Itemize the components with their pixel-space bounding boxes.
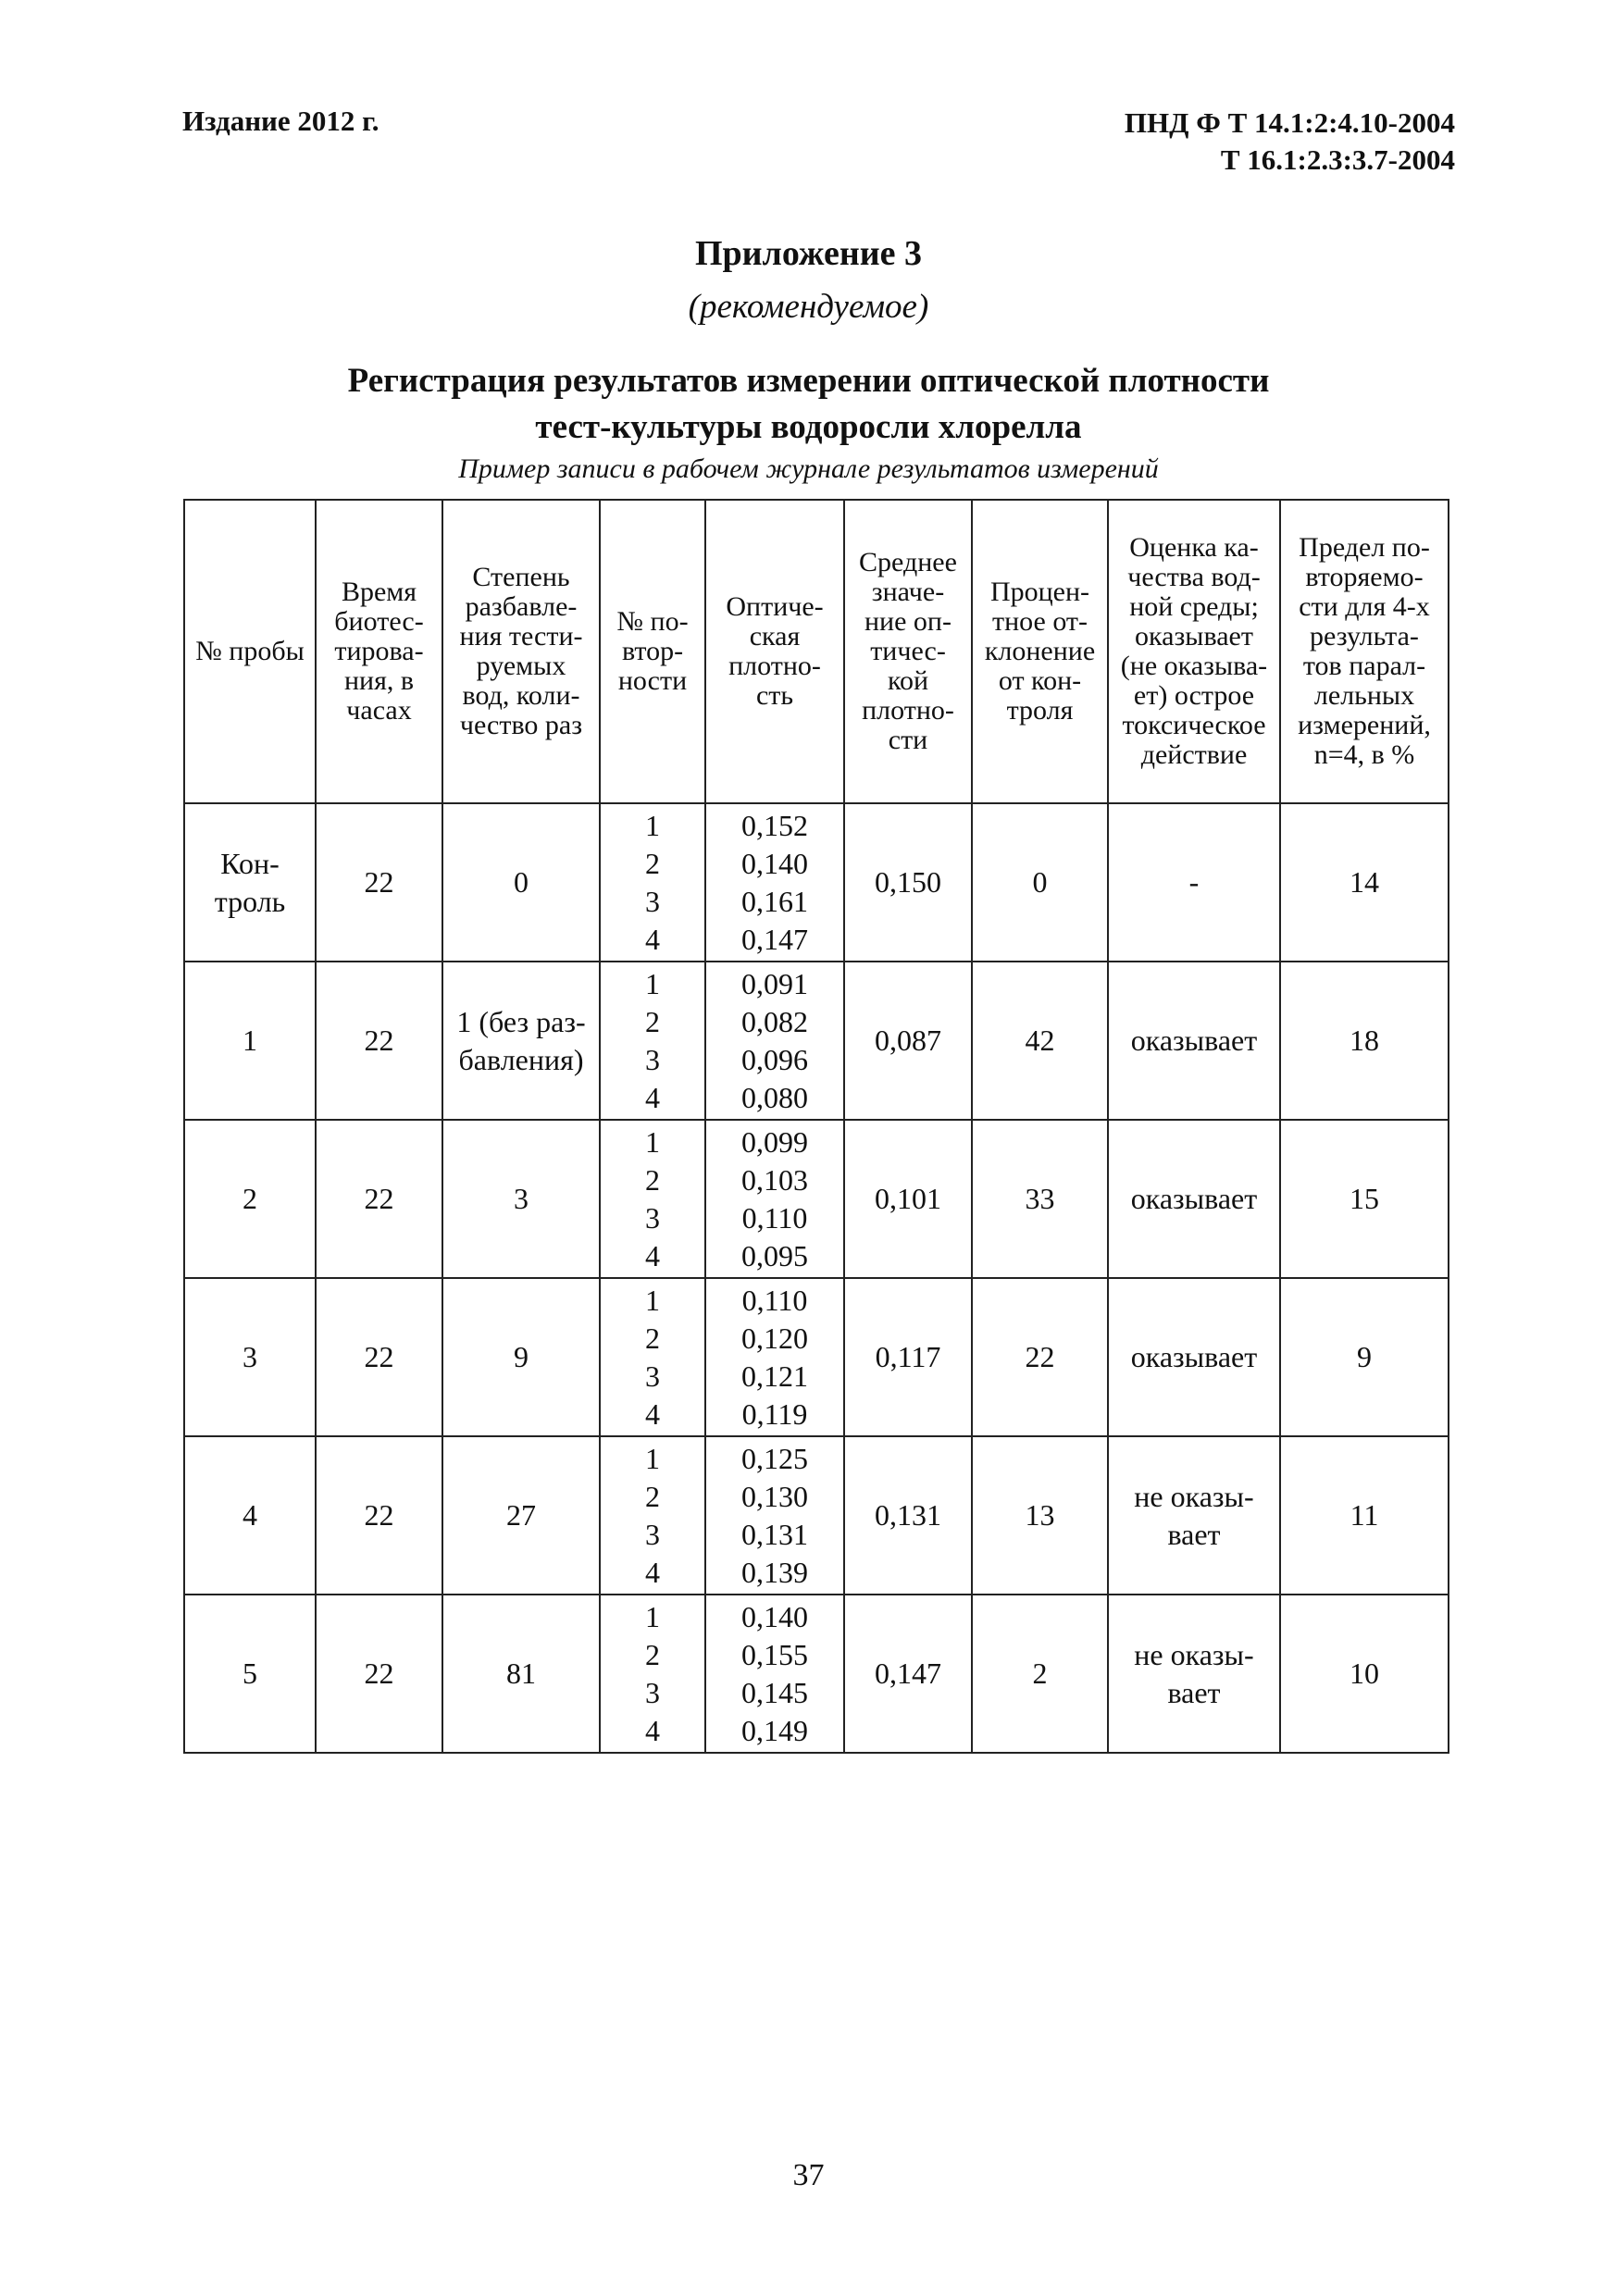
header-sample-number xyxy=(184,500,316,803)
density-cell xyxy=(705,803,844,962)
repeat-cell xyxy=(600,1595,705,1753)
repeat-cell-value-line: 1 xyxy=(645,808,660,842)
table-example-caption: Пример записи в рабочем журнале результатов измерений xyxy=(458,453,1159,484)
repeat-cell-value-line: 1 xyxy=(645,1283,660,1317)
time-cell-value: 22 xyxy=(364,1340,394,1373)
density-cell-value-line: 0,131 xyxy=(741,1517,808,1551)
dilution-cell xyxy=(442,962,600,1120)
header-repeatability-limit-text-line: сти для 4-х xyxy=(1299,591,1430,622)
repeat-cell-value xyxy=(601,965,704,1117)
header-mean-density-text xyxy=(845,548,971,755)
appendix-subtitle: (рекомендуемое) xyxy=(688,288,929,326)
deviation-cell xyxy=(972,962,1108,1120)
table-row xyxy=(184,1278,1449,1436)
repeat-cell-value-line: 4 xyxy=(645,922,660,956)
density-cell xyxy=(705,1436,844,1595)
repeat-cell xyxy=(600,962,705,1120)
deviation-cell-value: 0 xyxy=(1032,865,1048,899)
assessment-cell-value xyxy=(1109,1636,1279,1712)
deviation-cell xyxy=(972,1436,1108,1595)
repeat-cell-value-line: 4 xyxy=(645,1238,660,1272)
repeat-cell-value-line: 2 xyxy=(645,1004,660,1038)
header-repeatability-limit-text-line: n=4, в % xyxy=(1313,739,1415,770)
header-dilution-degree-text xyxy=(443,563,599,740)
repeat-cell-value xyxy=(601,1282,704,1433)
header-repeatability-limit-text-line: результа- xyxy=(1310,621,1419,652)
repeat-cell-value-line: 4 xyxy=(645,1080,660,1114)
dilution-cell-value xyxy=(443,1338,599,1376)
assessment-cell xyxy=(1108,962,1280,1120)
limit-cell xyxy=(1280,1436,1449,1595)
header-optical-density-text xyxy=(706,592,843,711)
header-repeat-number-text xyxy=(601,607,704,696)
header-repeat-number-text-line: № по- xyxy=(616,606,689,637)
dilution-cell-value-line: 3 xyxy=(514,1182,529,1215)
repeat-cell xyxy=(600,803,705,962)
time-cell xyxy=(316,1278,442,1436)
header-repeatability-limit-text xyxy=(1281,533,1448,770)
header-dilution-degree-text-line: руемых xyxy=(476,651,566,681)
dilution-cell xyxy=(442,1595,600,1753)
header-dilution-degree-text-line: чество раз xyxy=(459,710,583,740)
density-cell-value xyxy=(706,1282,843,1433)
sample-cell-value xyxy=(185,1180,315,1218)
density-cell-value xyxy=(706,807,843,959)
limit-cell xyxy=(1280,1595,1449,1753)
time-cell-value: 22 xyxy=(364,865,394,899)
header-repeat-number-text-line: втор- xyxy=(621,636,684,666)
repeat-cell xyxy=(600,1120,705,1278)
repeat-cell-value xyxy=(601,1123,704,1275)
density-cell-value-line: 0,152 xyxy=(741,808,808,842)
repeat-cell-value-line: 3 xyxy=(645,1042,660,1076)
header-repeatability-limit xyxy=(1280,500,1449,803)
density-cell xyxy=(705,1120,844,1278)
density-cell-value-line: 0,125 xyxy=(741,1441,808,1475)
density-cell-value-line: 0,103 xyxy=(741,1162,808,1197)
header-percent-deviation-text-line: тное от- xyxy=(991,606,1088,637)
deviation-cell xyxy=(972,1595,1108,1753)
density-cell-value-line: 0,149 xyxy=(741,1713,808,1747)
table-row xyxy=(184,1595,1449,1753)
mean-cell xyxy=(844,803,972,962)
header-biotest-time-text-line: ния, в xyxy=(343,665,415,696)
assessment-cell-value-line: вает xyxy=(1167,1675,1221,1709)
dilution-cell-value xyxy=(443,863,599,901)
header-sample-number-text xyxy=(185,637,315,666)
sample-cell-value-line: Кон- xyxy=(220,846,280,880)
assessment-cell-value-line: оказывает xyxy=(1130,1340,1258,1373)
limit-cell-value: 10 xyxy=(1350,1657,1379,1690)
header-dilution-degree-text-line: ния тести- xyxy=(459,621,583,652)
document-code xyxy=(1125,105,1455,179)
dilution-cell-value xyxy=(443,1180,599,1218)
dilution-cell-value xyxy=(443,1003,599,1079)
assessment-cell xyxy=(1108,803,1280,962)
time-cell-value: 22 xyxy=(364,1024,394,1057)
density-cell-value-line: 0,091 xyxy=(741,966,808,1000)
repeat-cell-value xyxy=(601,1598,704,1750)
header-repeatability-limit-text-line: тов парал- xyxy=(1302,651,1426,681)
repeat-cell xyxy=(600,1278,705,1436)
repeat-cell-value-line: 4 xyxy=(645,1713,660,1747)
header-percent-deviation xyxy=(972,500,1108,803)
time-cell xyxy=(316,803,442,962)
header-optical-density-text-line: плотно- xyxy=(728,651,821,681)
dilution-cell-value-line: 0 xyxy=(514,865,529,899)
sample-cell xyxy=(184,1595,316,1753)
limit-cell xyxy=(1280,1278,1449,1436)
mean-cell-value: 0,150 xyxy=(875,865,941,899)
header-quality-assessment-text-line: чества вод- xyxy=(1127,562,1261,592)
time-cell xyxy=(316,1436,442,1595)
density-cell-value-line: 0,147 xyxy=(741,922,808,956)
header-biotest-time-text-line: тирова- xyxy=(334,636,424,666)
header-quality-assessment-text-line: действие xyxy=(1140,739,1248,770)
assessment-cell xyxy=(1108,1120,1280,1278)
density-cell-value-line: 0,080 xyxy=(741,1080,808,1114)
assessment-cell-value xyxy=(1109,1180,1279,1218)
header-biotest-time-text xyxy=(317,577,442,726)
header-percent-deviation-text-line: клонение xyxy=(984,636,1096,666)
dilution-cell xyxy=(442,1436,600,1595)
assessment-cell-value xyxy=(1109,1338,1279,1376)
repeat-cell xyxy=(600,1436,705,1595)
time-cell xyxy=(316,962,442,1120)
header-dilution-degree-text-line: разбавле- xyxy=(465,591,578,622)
header-quality-assessment-text-line: ет) острое xyxy=(1133,680,1255,711)
repeat-cell-value-line: 3 xyxy=(645,884,660,918)
header-dilution-degree xyxy=(442,500,600,803)
header-sample-number-text-line: № пробы xyxy=(195,636,305,666)
density-cell-value-line: 0,099 xyxy=(741,1124,808,1159)
repeat-cell-value-line: 2 xyxy=(645,1321,660,1355)
density-cell xyxy=(705,1595,844,1753)
dilution-cell xyxy=(442,1278,600,1436)
assessment-cell-value-line: оказывает xyxy=(1130,1182,1258,1215)
assessment-cell-value-line: не оказы- xyxy=(1134,1479,1254,1513)
document-code-line-2: Т 16.1:2.3:3.7-2004 xyxy=(1220,143,1455,176)
mean-cell xyxy=(844,1278,972,1436)
deviation-cell-value: 42 xyxy=(1025,1024,1055,1057)
table-body xyxy=(184,803,1449,1753)
header-optical-density-text-line: Оптиче- xyxy=(726,591,824,622)
time-cell-value: 22 xyxy=(364,1182,394,1215)
assessment-cell-value xyxy=(1109,1478,1279,1554)
density-cell-value-line: 0,096 xyxy=(741,1042,808,1076)
mean-cell xyxy=(844,1595,972,1753)
limit-cell-value: 14 xyxy=(1350,865,1379,899)
assessment-cell xyxy=(1108,1278,1280,1436)
mean-cell-value: 0,087 xyxy=(875,1024,941,1057)
mean-cell xyxy=(844,962,972,1120)
edition-label: Издание 2012 г. xyxy=(182,105,379,137)
assessment-cell-value-line: вает xyxy=(1167,1517,1221,1551)
dilution-cell-value-line: 9 xyxy=(514,1340,529,1373)
header-percent-deviation-text-line: от кон- xyxy=(998,665,1082,696)
header-biotest-time xyxy=(316,500,442,803)
sample-cell-value xyxy=(185,1338,315,1376)
header-quality-assessment-text-line: оказывает xyxy=(1135,621,1253,652)
deviation-cell-value: 22 xyxy=(1025,1340,1055,1373)
dilution-cell-value-line: бавления) xyxy=(458,1042,584,1076)
assessment-cell-value-line: - xyxy=(1188,865,1200,899)
mean-cell xyxy=(844,1436,972,1595)
density-cell-value-line: 0,121 xyxy=(741,1359,808,1393)
density-cell-value xyxy=(706,1123,843,1275)
density-cell-value-line: 0,130 xyxy=(741,1479,808,1513)
header-repeat-number-text-line: ности xyxy=(617,665,688,696)
sample-cell-value-line: 3 xyxy=(243,1340,257,1373)
repeat-cell-value-line: 2 xyxy=(645,1637,660,1671)
density-cell-value xyxy=(706,1440,843,1592)
density-cell-value-line: 0,095 xyxy=(741,1238,808,1272)
density-cell-value-line: 0,082 xyxy=(741,1004,808,1038)
header-biotest-time-text-line: Время xyxy=(341,577,417,607)
sample-cell-value xyxy=(185,845,315,921)
density-cell-value xyxy=(706,1598,843,1750)
density-cell-value-line: 0,119 xyxy=(741,1396,808,1431)
repeat-cell-value-line: 3 xyxy=(645,1517,660,1551)
dilution-cell-value xyxy=(443,1655,599,1693)
limit-cell-value: 11 xyxy=(1350,1498,1379,1532)
table-row xyxy=(184,803,1449,962)
header-optical-density xyxy=(705,500,844,803)
header-percent-deviation-text-line: Процен- xyxy=(989,577,1090,607)
density-cell-value-line: 0,139 xyxy=(741,1555,808,1589)
header-mean-density-text-line: кой xyxy=(887,665,929,696)
header-mean-density-text-line: ние оп- xyxy=(864,606,952,637)
time-cell-value: 22 xyxy=(364,1657,394,1690)
repeat-cell-value-line: 4 xyxy=(645,1555,660,1589)
header-percent-deviation-text xyxy=(973,577,1107,726)
assessment-cell xyxy=(1108,1595,1280,1753)
deviation-cell-value: 2 xyxy=(1032,1657,1048,1690)
sample-cell-value-line: 5 xyxy=(243,1657,257,1690)
time-cell xyxy=(316,1120,442,1278)
mean-cell xyxy=(844,1120,972,1278)
header-biotest-time-text-line: часах xyxy=(346,695,412,726)
header-dilution-degree-text-line: вод, коли- xyxy=(462,680,580,711)
limit-cell xyxy=(1280,962,1449,1120)
header-optical-density-text-line: сть xyxy=(755,680,794,711)
sample-cell-value xyxy=(185,1496,315,1534)
sample-cell xyxy=(184,962,316,1120)
mean-cell-value: 0,131 xyxy=(875,1498,941,1532)
repeat-cell-value-line: 1 xyxy=(645,1599,660,1633)
density-cell-value xyxy=(706,965,843,1117)
header-quality-assessment-text-line: (не оказыва- xyxy=(1120,651,1268,681)
sample-cell-value-line: 1 xyxy=(243,1024,257,1057)
density-cell-value-line: 0,110 xyxy=(741,1283,808,1317)
repeat-cell-value-line: 1 xyxy=(645,966,660,1000)
assessment-cell-value-line: оказывает xyxy=(1130,1024,1258,1057)
repeat-cell-value-line: 2 xyxy=(645,846,660,880)
header-percent-deviation-text-line: троля xyxy=(1006,695,1074,726)
repeat-cell-value xyxy=(601,1440,704,1592)
sample-cell xyxy=(184,1278,316,1436)
table-row xyxy=(184,962,1449,1120)
header-optical-density-text-line: ская xyxy=(749,621,801,652)
density-cell-value-line: 0,140 xyxy=(741,846,808,880)
sample-cell-value-line: троль xyxy=(214,884,286,918)
table-row xyxy=(184,1436,1449,1595)
dilution-cell-value-line: 27 xyxy=(506,1498,536,1532)
repeat-cell-value xyxy=(601,807,704,959)
mean-cell-value: 0,101 xyxy=(875,1182,941,1215)
header-repeatability-limit-text-line: лельных xyxy=(1313,680,1415,711)
repeat-cell-value-line: 2 xyxy=(645,1479,660,1513)
header-quality-assessment-text-line: Оценка ка- xyxy=(1129,532,1259,563)
density-cell-value-line: 0,161 xyxy=(741,884,808,918)
dilution-cell xyxy=(442,1120,600,1278)
sample-cell xyxy=(184,1436,316,1595)
measurement-journal-table xyxy=(183,499,1449,1754)
deviation-cell-value: 33 xyxy=(1025,1182,1055,1215)
table-title-line-1: Регистрация результатов измерении оптической плотности xyxy=(347,362,1270,400)
sample-cell xyxy=(184,803,316,962)
header-mean-density-text-line: тичес- xyxy=(870,636,946,666)
dilution-cell-value-line: 81 xyxy=(506,1657,536,1690)
table-row xyxy=(184,1120,1449,1278)
header-mean-density-text-line: плотно- xyxy=(862,695,954,726)
sample-cell-value xyxy=(185,1655,315,1693)
sample-cell xyxy=(184,1120,316,1278)
repeat-cell-value-line: 2 xyxy=(645,1162,660,1197)
table-title-line-2: тест-культуры водоросли хлорелла xyxy=(535,408,1082,446)
limit-cell xyxy=(1280,803,1449,962)
header-repeatability-limit-text-line: вторяемо- xyxy=(1305,562,1424,592)
table-header-row xyxy=(184,500,1449,803)
density-cell-value-line: 0,145 xyxy=(741,1675,808,1709)
dilution-cell-value-line: 1 (без раз- xyxy=(456,1004,586,1038)
deviation-cell xyxy=(972,1278,1108,1436)
header-repeatability-limit-text-line: Предел по- xyxy=(1299,532,1430,563)
deviation-cell-value: 13 xyxy=(1025,1498,1055,1532)
limit-cell-value: 15 xyxy=(1350,1182,1379,1215)
repeat-cell-value-line: 1 xyxy=(645,1441,660,1475)
deviation-cell xyxy=(972,803,1108,962)
mean-cell-value: 0,117 xyxy=(875,1340,941,1373)
mean-cell-value: 0,147 xyxy=(875,1657,941,1690)
header-quality-assessment-text-line: токсическое xyxy=(1122,710,1266,740)
header-mean-density xyxy=(844,500,972,803)
density-cell-value-line: 0,140 xyxy=(741,1599,808,1633)
limit-cell-value: 18 xyxy=(1350,1024,1379,1057)
header-repeat-number xyxy=(600,500,705,803)
header-repeatability-limit-text-line: измерений, xyxy=(1298,710,1431,740)
header-mean-density-text-line: Среднее xyxy=(859,547,957,577)
sample-cell-value-line: 2 xyxy=(243,1182,257,1215)
assessment-cell-value-line: не оказы- xyxy=(1134,1637,1254,1671)
dilution-cell xyxy=(442,803,600,962)
sample-cell-value-line: 4 xyxy=(243,1498,257,1532)
density-cell-value-line: 0,120 xyxy=(741,1321,808,1355)
time-cell-value: 22 xyxy=(364,1498,394,1532)
deviation-cell xyxy=(972,1120,1108,1278)
header-mean-density-text-line: сти xyxy=(888,725,928,755)
repeat-cell-value-line: 4 xyxy=(645,1396,660,1431)
density-cell xyxy=(705,962,844,1120)
document-code-line-1: ПНД Ф Т 14.1:2:4.10-2004 xyxy=(1124,106,1455,139)
header-quality-assessment xyxy=(1108,500,1280,803)
repeat-cell-value-line: 3 xyxy=(645,1675,660,1709)
limit-cell-value: 9 xyxy=(1357,1340,1372,1373)
assessment-cell-value xyxy=(1109,1022,1279,1060)
density-cell-value-line: 0,110 xyxy=(741,1200,808,1235)
assessment-cell xyxy=(1108,1436,1280,1595)
repeat-cell-value-line: 3 xyxy=(645,1200,660,1235)
assessment-cell-value xyxy=(1109,863,1279,901)
dilution-cell-value xyxy=(443,1496,599,1534)
time-cell xyxy=(316,1595,442,1753)
page-number: 37 xyxy=(792,2158,825,2192)
header-dilution-degree-text-line: Степень xyxy=(472,562,570,592)
header-biotest-time-text-line: биотес- xyxy=(334,606,424,637)
limit-cell xyxy=(1280,1120,1449,1278)
density-cell-value-line: 0,155 xyxy=(741,1637,808,1671)
density-cell xyxy=(705,1278,844,1436)
sample-cell-value xyxy=(185,1022,315,1060)
header-quality-assessment-text xyxy=(1109,533,1279,770)
repeat-cell-value-line: 1 xyxy=(645,1124,660,1159)
header-quality-assessment-text-line: ной среды; xyxy=(1129,591,1259,622)
header-mean-density-text-line: значе- xyxy=(871,577,945,607)
repeat-cell-value-line: 3 xyxy=(645,1359,660,1393)
appendix-title: Приложение 3 xyxy=(694,234,923,273)
